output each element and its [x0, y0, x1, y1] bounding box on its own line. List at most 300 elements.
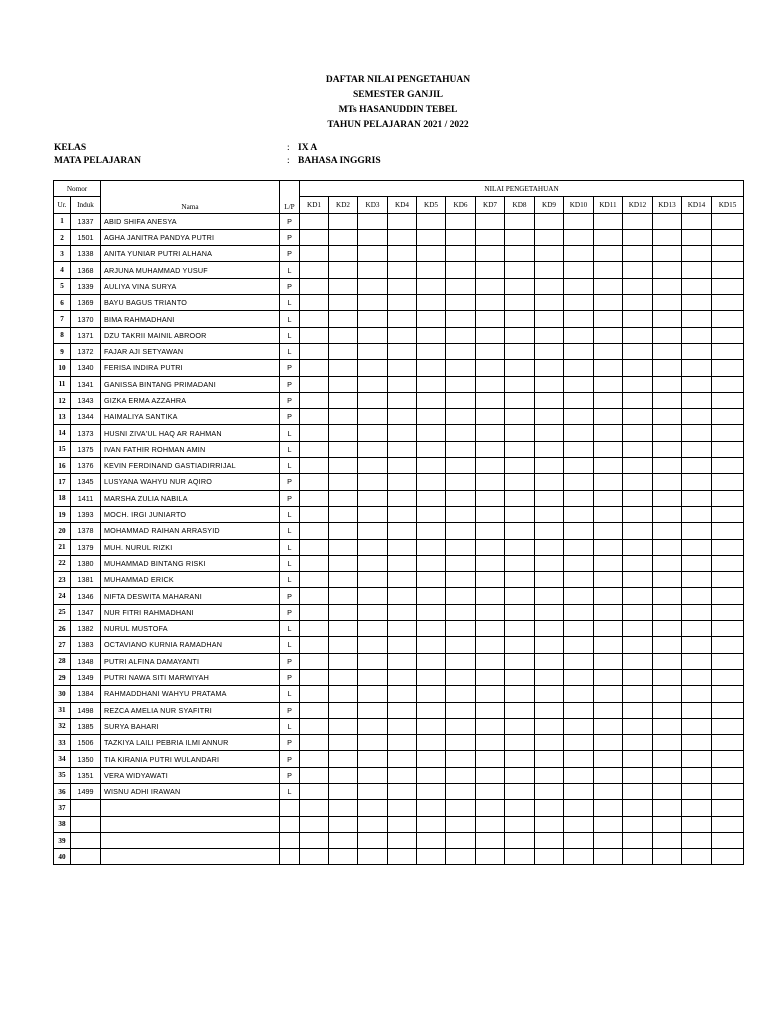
- grade-cell-kd10[interactable]: [564, 669, 594, 685]
- grade-cell-kd8[interactable]: [505, 343, 535, 359]
- grade-cell-kd4[interactable]: [388, 360, 417, 376]
- grade-cell-kd6[interactable]: [446, 458, 476, 474]
- grade-cell-kd13[interactable]: [653, 213, 682, 229]
- grade-cell-kd2[interactable]: [329, 327, 358, 343]
- grade-cell-kd5[interactable]: [417, 376, 446, 392]
- grade-cell-kd13[interactable]: [653, 604, 682, 620]
- grade-cell-kd15[interactable]: [712, 621, 744, 637]
- grade-cell-kd13[interactable]: [653, 718, 682, 734]
- grade-cell-kd14[interactable]: [682, 572, 712, 588]
- grade-cell-kd12[interactable]: [623, 555, 653, 571]
- grade-cell-kd12[interactable]: [623, 539, 653, 555]
- grade-cell-kd4[interactable]: [388, 458, 417, 474]
- grade-cell-kd4[interactable]: [388, 392, 417, 408]
- grade-cell-kd15[interactable]: [712, 278, 744, 294]
- grade-cell-kd5[interactable]: [417, 555, 446, 571]
- grade-cell-kd2[interactable]: [329, 458, 358, 474]
- grade-cell-kd14[interactable]: [682, 311, 712, 327]
- grade-cell-kd6[interactable]: [446, 669, 476, 685]
- grade-cell-kd1[interactable]: [300, 229, 329, 245]
- grade-cell-kd5[interactable]: [417, 621, 446, 637]
- grade-cell-kd3[interactable]: [358, 278, 388, 294]
- grade-cell-kd1[interactable]: [300, 213, 329, 229]
- grade-cell-kd12[interactable]: [623, 832, 653, 848]
- grade-cell-kd4[interactable]: [388, 343, 417, 359]
- grade-cell-kd8[interactable]: [505, 360, 535, 376]
- grade-cell-kd7[interactable]: [476, 458, 505, 474]
- grade-cell-kd15[interactable]: [712, 506, 744, 522]
- grade-cell-kd14[interactable]: [682, 735, 712, 751]
- grade-cell-kd1[interactable]: [300, 539, 329, 555]
- grade-cell-kd3[interactable]: [358, 751, 388, 767]
- grade-cell-kd1[interactable]: [300, 474, 329, 490]
- grade-cell-kd9[interactable]: [535, 229, 564, 245]
- grade-cell-kd7[interactable]: [476, 409, 505, 425]
- grade-cell-kd9[interactable]: [535, 360, 564, 376]
- grade-cell-kd13[interactable]: [653, 376, 682, 392]
- grade-cell-kd14[interactable]: [682, 751, 712, 767]
- grade-cell-kd12[interactable]: [623, 735, 653, 751]
- grade-cell-kd5[interactable]: [417, 832, 446, 848]
- grade-cell-kd7[interactable]: [476, 539, 505, 555]
- grade-cell-kd12[interactable]: [623, 229, 653, 245]
- grade-cell-kd10[interactable]: [564, 458, 594, 474]
- grade-cell-kd3[interactable]: [358, 735, 388, 751]
- grade-cell-kd4[interactable]: [388, 637, 417, 653]
- grade-cell-kd14[interactable]: [682, 523, 712, 539]
- grade-cell-kd9[interactable]: [535, 409, 564, 425]
- grade-cell-kd6[interactable]: [446, 604, 476, 620]
- grade-cell-kd13[interactable]: [653, 278, 682, 294]
- grade-cell-kd15[interactable]: [712, 686, 744, 702]
- grade-cell-kd11[interactable]: [594, 751, 623, 767]
- grade-cell-kd5[interactable]: [417, 751, 446, 767]
- grade-cell-kd1[interactable]: [300, 816, 329, 832]
- grade-cell-kd9[interactable]: [535, 588, 564, 604]
- grade-cell-kd9[interactable]: [535, 832, 564, 848]
- grade-cell-kd10[interactable]: [564, 637, 594, 653]
- grade-cell-kd15[interactable]: [712, 588, 744, 604]
- grade-cell-kd9[interactable]: [535, 686, 564, 702]
- grade-cell-kd7[interactable]: [476, 360, 505, 376]
- grade-cell-kd5[interactable]: [417, 409, 446, 425]
- grade-cell-kd7[interactable]: [476, 523, 505, 539]
- grade-cell-kd9[interactable]: [535, 751, 564, 767]
- grade-cell-kd1[interactable]: [300, 686, 329, 702]
- grade-cell-kd10[interactable]: [564, 751, 594, 767]
- grade-cell-kd7[interactable]: [476, 637, 505, 653]
- grade-cell-kd11[interactable]: [594, 588, 623, 604]
- grade-cell-kd1[interactable]: [300, 849, 329, 865]
- grade-cell-kd3[interactable]: [358, 213, 388, 229]
- grade-cell-kd8[interactable]: [505, 800, 535, 816]
- grade-cell-kd13[interactable]: [653, 832, 682, 848]
- grade-cell-kd9[interactable]: [535, 343, 564, 359]
- grade-cell-kd6[interactable]: [446, 572, 476, 588]
- grade-cell-kd2[interactable]: [329, 604, 358, 620]
- grade-cell-kd6[interactable]: [446, 441, 476, 457]
- grade-cell-kd10[interactable]: [564, 816, 594, 832]
- grade-cell-kd13[interactable]: [653, 735, 682, 751]
- grade-cell-kd10[interactable]: [564, 653, 594, 669]
- grade-cell-kd14[interactable]: [682, 213, 712, 229]
- grade-cell-kd9[interactable]: [535, 718, 564, 734]
- grade-cell-kd4[interactable]: [388, 278, 417, 294]
- grade-cell-kd13[interactable]: [653, 229, 682, 245]
- grade-cell-kd3[interactable]: [358, 229, 388, 245]
- grade-cell-kd14[interactable]: [682, 555, 712, 571]
- grade-cell-kd6[interactable]: [446, 262, 476, 278]
- grade-cell-kd6[interactable]: [446, 653, 476, 669]
- grade-cell-kd12[interactable]: [623, 311, 653, 327]
- grade-cell-kd12[interactable]: [623, 295, 653, 311]
- grade-cell-kd3[interactable]: [358, 311, 388, 327]
- grade-cell-kd7[interactable]: [476, 441, 505, 457]
- grade-cell-kd14[interactable]: [682, 637, 712, 653]
- grade-cell-kd8[interactable]: [505, 783, 535, 799]
- grade-cell-kd4[interactable]: [388, 311, 417, 327]
- grade-cell-kd8[interactable]: [505, 572, 535, 588]
- grade-cell-kd13[interactable]: [653, 637, 682, 653]
- grade-cell-kd4[interactable]: [388, 800, 417, 816]
- grade-cell-kd5[interactable]: [417, 767, 446, 783]
- grade-cell-kd5[interactable]: [417, 718, 446, 734]
- grade-cell-kd12[interactable]: [623, 392, 653, 408]
- grade-cell-kd7[interactable]: [476, 506, 505, 522]
- grade-cell-kd9[interactable]: [535, 458, 564, 474]
- grade-cell-kd7[interactable]: [476, 751, 505, 767]
- grade-cell-kd15[interactable]: [712, 392, 744, 408]
- grade-cell-kd8[interactable]: [505, 327, 535, 343]
- grade-cell-kd1[interactable]: [300, 506, 329, 522]
- grade-cell-kd14[interactable]: [682, 278, 712, 294]
- grade-cell-kd1[interactable]: [300, 278, 329, 294]
- grade-cell-kd9[interactable]: [535, 572, 564, 588]
- grade-cell-kd13[interactable]: [653, 409, 682, 425]
- grade-cell-kd15[interactable]: [712, 441, 744, 457]
- grade-cell-kd15[interactable]: [712, 555, 744, 571]
- grade-cell-kd12[interactable]: [623, 588, 653, 604]
- grade-cell-kd15[interactable]: [712, 735, 744, 751]
- grade-cell-kd5[interactable]: [417, 246, 446, 262]
- grade-cell-kd11[interactable]: [594, 718, 623, 734]
- grade-cell-kd1[interactable]: [300, 311, 329, 327]
- grade-cell-kd7[interactable]: [476, 702, 505, 718]
- grade-cell-kd7[interactable]: [476, 311, 505, 327]
- grade-cell-kd7[interactable]: [476, 669, 505, 685]
- grade-cell-kd13[interactable]: [653, 458, 682, 474]
- grade-cell-kd4[interactable]: [388, 588, 417, 604]
- grade-cell-kd4[interactable]: [388, 767, 417, 783]
- grade-cell-kd9[interactable]: [535, 767, 564, 783]
- grade-cell-kd10[interactable]: [564, 409, 594, 425]
- grade-cell-kd8[interactable]: [505, 767, 535, 783]
- grade-cell-kd8[interactable]: [505, 213, 535, 229]
- grade-cell-kd3[interactable]: [358, 572, 388, 588]
- grade-cell-kd4[interactable]: [388, 653, 417, 669]
- grade-cell-kd15[interactable]: [712, 523, 744, 539]
- grade-cell-kd13[interactable]: [653, 783, 682, 799]
- grade-cell-kd2[interactable]: [329, 539, 358, 555]
- grade-cell-kd12[interactable]: [623, 604, 653, 620]
- grade-cell-kd15[interactable]: [712, 425, 744, 441]
- grade-cell-kd8[interactable]: [505, 751, 535, 767]
- grade-cell-kd8[interactable]: [505, 735, 535, 751]
- grade-cell-kd6[interactable]: [446, 555, 476, 571]
- grade-cell-kd3[interactable]: [358, 816, 388, 832]
- grade-cell-kd8[interactable]: [505, 555, 535, 571]
- grade-cell-kd10[interactable]: [564, 800, 594, 816]
- grade-cell-kd6[interactable]: [446, 311, 476, 327]
- grade-cell-kd10[interactable]: [564, 686, 594, 702]
- grade-cell-kd15[interactable]: [712, 376, 744, 392]
- grade-cell-kd14[interactable]: [682, 506, 712, 522]
- grade-cell-kd8[interactable]: [505, 474, 535, 490]
- grade-cell-kd9[interactable]: [535, 849, 564, 865]
- grade-cell-kd5[interactable]: [417, 702, 446, 718]
- grade-cell-kd15[interactable]: [712, 637, 744, 653]
- grade-cell-kd7[interactable]: [476, 604, 505, 620]
- grade-cell-kd9[interactable]: [535, 474, 564, 490]
- grade-cell-kd12[interactable]: [623, 262, 653, 278]
- grade-cell-kd1[interactable]: [300, 572, 329, 588]
- grade-cell-kd1[interactable]: [300, 490, 329, 506]
- grade-cell-kd7[interactable]: [476, 783, 505, 799]
- grade-cell-kd13[interactable]: [653, 849, 682, 865]
- grade-cell-kd13[interactable]: [653, 702, 682, 718]
- grade-cell-kd11[interactable]: [594, 246, 623, 262]
- grade-cell-kd13[interactable]: [653, 686, 682, 702]
- grade-cell-kd2[interactable]: [329, 376, 358, 392]
- grade-cell-kd8[interactable]: [505, 849, 535, 865]
- grade-cell-kd10[interactable]: [564, 490, 594, 506]
- grade-cell-kd5[interactable]: [417, 425, 446, 441]
- grade-cell-kd15[interactable]: [712, 751, 744, 767]
- grade-cell-kd4[interactable]: [388, 783, 417, 799]
- grade-cell-kd2[interactable]: [329, 425, 358, 441]
- grade-cell-kd12[interactable]: [623, 702, 653, 718]
- grade-cell-kd15[interactable]: [712, 311, 744, 327]
- grade-cell-kd6[interactable]: [446, 506, 476, 522]
- grade-cell-kd3[interactable]: [358, 800, 388, 816]
- grade-cell-kd8[interactable]: [505, 262, 535, 278]
- grade-cell-kd15[interactable]: [712, 849, 744, 865]
- grade-cell-kd13[interactable]: [653, 360, 682, 376]
- grade-cell-kd2[interactable]: [329, 783, 358, 799]
- grade-cell-kd6[interactable]: [446, 816, 476, 832]
- grade-cell-kd2[interactable]: [329, 588, 358, 604]
- grade-cell-kd2[interactable]: [329, 213, 358, 229]
- grade-cell-kd10[interactable]: [564, 392, 594, 408]
- grade-cell-kd2[interactable]: [329, 832, 358, 848]
- grade-cell-kd9[interactable]: [535, 213, 564, 229]
- grade-cell-kd11[interactable]: [594, 735, 623, 751]
- grade-cell-kd2[interactable]: [329, 653, 358, 669]
- grade-cell-kd15[interactable]: [712, 653, 744, 669]
- grade-cell-kd4[interactable]: [388, 572, 417, 588]
- grade-cell-kd2[interactable]: [329, 392, 358, 408]
- grade-cell-kd5[interactable]: [417, 278, 446, 294]
- grade-cell-kd3[interactable]: [358, 392, 388, 408]
- grade-cell-kd1[interactable]: [300, 702, 329, 718]
- grade-cell-kd6[interactable]: [446, 490, 476, 506]
- grade-cell-kd15[interactable]: [712, 229, 744, 245]
- grade-cell-kd13[interactable]: [653, 343, 682, 359]
- grade-cell-kd15[interactable]: [712, 702, 744, 718]
- grade-cell-kd1[interactable]: [300, 262, 329, 278]
- grade-cell-kd2[interactable]: [329, 343, 358, 359]
- grade-cell-kd1[interactable]: [300, 783, 329, 799]
- grade-cell-kd13[interactable]: [653, 506, 682, 522]
- grade-cell-kd4[interactable]: [388, 686, 417, 702]
- grade-cell-kd11[interactable]: [594, 669, 623, 685]
- grade-cell-kd14[interactable]: [682, 621, 712, 637]
- grade-cell-kd15[interactable]: [712, 816, 744, 832]
- grade-cell-kd3[interactable]: [358, 425, 388, 441]
- grade-cell-kd1[interactable]: [300, 392, 329, 408]
- grade-cell-kd14[interactable]: [682, 800, 712, 816]
- grade-cell-kd11[interactable]: [594, 490, 623, 506]
- grade-cell-kd5[interactable]: [417, 474, 446, 490]
- grade-cell-kd4[interactable]: [388, 213, 417, 229]
- grade-cell-kd6[interactable]: [446, 474, 476, 490]
- grade-cell-kd15[interactable]: [712, 343, 744, 359]
- grade-cell-kd14[interactable]: [682, 604, 712, 620]
- grade-cell-kd3[interactable]: [358, 360, 388, 376]
- grade-cell-kd5[interactable]: [417, 441, 446, 457]
- grade-cell-kd9[interactable]: [535, 311, 564, 327]
- grade-cell-kd13[interactable]: [653, 523, 682, 539]
- grade-cell-kd7[interactable]: [476, 278, 505, 294]
- grade-cell-kd6[interactable]: [446, 213, 476, 229]
- grade-cell-kd2[interactable]: [329, 295, 358, 311]
- grade-cell-kd13[interactable]: [653, 800, 682, 816]
- grade-cell-kd7[interactable]: [476, 653, 505, 669]
- grade-cell-kd5[interactable]: [417, 849, 446, 865]
- grade-cell-kd8[interactable]: [505, 637, 535, 653]
- grade-cell-kd9[interactable]: [535, 506, 564, 522]
- grade-cell-kd13[interactable]: [653, 441, 682, 457]
- grade-cell-kd1[interactable]: [300, 588, 329, 604]
- grade-cell-kd10[interactable]: [564, 555, 594, 571]
- grade-cell-kd7[interactable]: [476, 686, 505, 702]
- grade-cell-kd15[interactable]: [712, 327, 744, 343]
- grade-cell-kd12[interactable]: [623, 816, 653, 832]
- grade-cell-kd14[interactable]: [682, 669, 712, 685]
- grade-cell-kd5[interactable]: [417, 816, 446, 832]
- grade-cell-kd5[interactable]: [417, 262, 446, 278]
- grade-cell-kd3[interactable]: [358, 669, 388, 685]
- grade-cell-kd14[interactable]: [682, 246, 712, 262]
- grade-cell-kd10[interactable]: [564, 278, 594, 294]
- grade-cell-kd1[interactable]: [300, 376, 329, 392]
- grade-cell-kd12[interactable]: [623, 686, 653, 702]
- grade-cell-kd14[interactable]: [682, 718, 712, 734]
- grade-cell-kd14[interactable]: [682, 816, 712, 832]
- grade-cell-kd2[interactable]: [329, 278, 358, 294]
- grade-cell-kd3[interactable]: [358, 539, 388, 555]
- grade-cell-kd11[interactable]: [594, 702, 623, 718]
- grade-cell-kd2[interactable]: [329, 441, 358, 457]
- grade-cell-kd4[interactable]: [388, 669, 417, 685]
- grade-cell-kd9[interactable]: [535, 262, 564, 278]
- grade-cell-kd3[interactable]: [358, 767, 388, 783]
- grade-cell-kd10[interactable]: [564, 295, 594, 311]
- grade-cell-kd10[interactable]: [564, 604, 594, 620]
- grade-cell-kd13[interactable]: [653, 490, 682, 506]
- grade-cell-kd14[interactable]: [682, 474, 712, 490]
- grade-cell-kd9[interactable]: [535, 490, 564, 506]
- grade-cell-kd8[interactable]: [505, 816, 535, 832]
- grade-cell-kd1[interactable]: [300, 409, 329, 425]
- grade-cell-kd2[interactable]: [329, 800, 358, 816]
- grade-cell-kd2[interactable]: [329, 311, 358, 327]
- grade-cell-kd4[interactable]: [388, 474, 417, 490]
- grade-cell-kd13[interactable]: [653, 621, 682, 637]
- grade-cell-kd1[interactable]: [300, 637, 329, 653]
- grade-cell-kd5[interactable]: [417, 213, 446, 229]
- grade-cell-kd1[interactable]: [300, 751, 329, 767]
- grade-cell-kd9[interactable]: [535, 702, 564, 718]
- grade-cell-kd2[interactable]: [329, 246, 358, 262]
- grade-cell-kd3[interactable]: [358, 588, 388, 604]
- grade-cell-kd15[interactable]: [712, 604, 744, 620]
- grade-cell-kd8[interactable]: [505, 539, 535, 555]
- grade-cell-kd1[interactable]: [300, 669, 329, 685]
- grade-cell-kd14[interactable]: [682, 849, 712, 865]
- grade-cell-kd2[interactable]: [329, 523, 358, 539]
- grade-cell-kd2[interactable]: [329, 572, 358, 588]
- grade-cell-kd12[interactable]: [623, 327, 653, 343]
- grade-cell-kd8[interactable]: [505, 506, 535, 522]
- grade-cell-kd8[interactable]: [505, 686, 535, 702]
- grade-cell-kd14[interactable]: [682, 490, 712, 506]
- grade-cell-kd5[interactable]: [417, 311, 446, 327]
- grade-cell-kd8[interactable]: [505, 523, 535, 539]
- grade-cell-kd2[interactable]: [329, 506, 358, 522]
- grade-cell-kd12[interactable]: [623, 669, 653, 685]
- grade-cell-kd11[interactable]: [594, 441, 623, 457]
- grade-cell-kd12[interactable]: [623, 653, 653, 669]
- grade-cell-kd6[interactable]: [446, 278, 476, 294]
- grade-cell-kd6[interactable]: [446, 246, 476, 262]
- grade-cell-kd14[interactable]: [682, 425, 712, 441]
- grade-cell-kd6[interactable]: [446, 686, 476, 702]
- grade-cell-kd4[interactable]: [388, 327, 417, 343]
- grade-cell-kd4[interactable]: [388, 295, 417, 311]
- grade-cell-kd9[interactable]: [535, 637, 564, 653]
- grade-cell-kd11[interactable]: [594, 767, 623, 783]
- grade-cell-kd6[interactable]: [446, 718, 476, 734]
- grade-cell-kd12[interactable]: [623, 523, 653, 539]
- grade-cell-kd3[interactable]: [358, 702, 388, 718]
- grade-cell-kd2[interactable]: [329, 360, 358, 376]
- grade-cell-kd6[interactable]: [446, 832, 476, 848]
- grade-cell-kd4[interactable]: [388, 539, 417, 555]
- grade-cell-kd11[interactable]: [594, 278, 623, 294]
- grade-cell-kd8[interactable]: [505, 229, 535, 245]
- grade-cell-kd7[interactable]: [476, 262, 505, 278]
- grade-cell-kd2[interactable]: [329, 816, 358, 832]
- grade-cell-kd10[interactable]: [564, 425, 594, 441]
- grade-cell-kd2[interactable]: [329, 686, 358, 702]
- grade-cell-kd4[interactable]: [388, 621, 417, 637]
- grade-cell-kd1[interactable]: [300, 246, 329, 262]
- grade-cell-kd10[interactable]: [564, 262, 594, 278]
- grade-cell-kd2[interactable]: [329, 849, 358, 865]
- grade-cell-kd6[interactable]: [446, 621, 476, 637]
- grade-cell-kd13[interactable]: [653, 653, 682, 669]
